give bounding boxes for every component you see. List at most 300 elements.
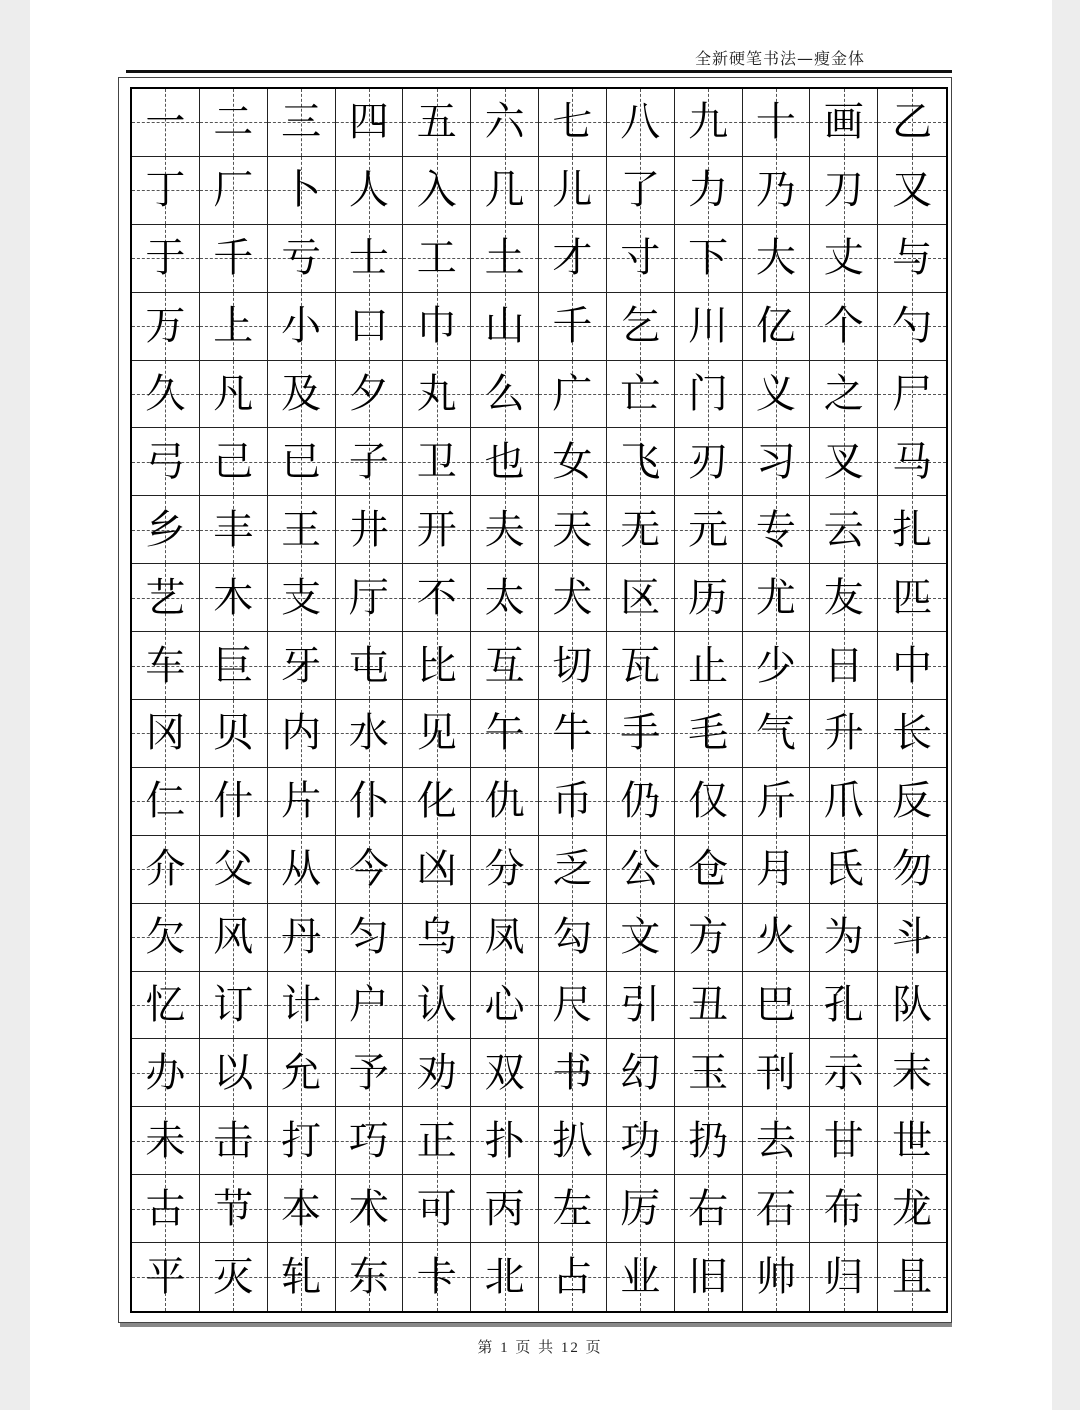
character-glyph: 计	[281, 981, 322, 1028]
grid-cell	[539, 632, 607, 700]
character-glyph: 凤	[484, 914, 525, 961]
grid-cell	[471, 768, 539, 836]
grid-cell	[810, 632, 878, 700]
character-glyph: 轧	[281, 1254, 322, 1301]
character-glyph: 止	[688, 642, 729, 689]
grid-cell	[132, 225, 200, 293]
grid-cell	[132, 1243, 200, 1311]
grid-cell	[403, 428, 471, 496]
grid-cell	[607, 496, 675, 564]
grid-cell	[403, 904, 471, 972]
character-glyph: 井	[348, 506, 389, 553]
grid-cell	[336, 428, 404, 496]
character-glyph: 车	[145, 642, 186, 689]
character-glyph: 月	[755, 846, 796, 893]
grid-cell	[675, 904, 743, 972]
grid-cell	[403, 1175, 471, 1243]
character-glyph: 中	[892, 642, 933, 689]
grid-cell	[810, 428, 878, 496]
grid-cell	[675, 632, 743, 700]
character-glyph: 扎	[892, 506, 933, 553]
grid-cell	[336, 1107, 404, 1175]
grid-cell	[200, 89, 268, 157]
character-glyph: 几	[484, 167, 525, 214]
grid-cell	[268, 836, 336, 904]
character-glyph: 川	[688, 303, 729, 350]
grid-cell	[607, 1243, 675, 1311]
grid-cell	[268, 496, 336, 564]
character-glyph: 布	[823, 1185, 864, 1232]
character-glyph: 队	[892, 981, 933, 1028]
character-glyph: 氏	[823, 846, 864, 893]
grid-cell	[607, 157, 675, 225]
grid-cell	[878, 361, 946, 429]
character-glyph: 尸	[892, 370, 933, 417]
grid-cell	[607, 293, 675, 361]
grid-cell	[675, 564, 743, 632]
grid-cell	[471, 700, 539, 768]
grid-cell	[539, 972, 607, 1040]
character-glyph: 叉	[823, 438, 864, 485]
character-glyph: 手	[620, 710, 661, 757]
grid-cell	[539, 89, 607, 157]
character-glyph: 卡	[416, 1254, 457, 1301]
grid-cell	[471, 632, 539, 700]
character-glyph: 介	[145, 846, 186, 893]
grid-cell	[200, 972, 268, 1040]
grid-cell	[878, 293, 946, 361]
grid-cell	[200, 428, 268, 496]
character-glyph: 亡	[620, 370, 661, 417]
character-glyph: 比	[416, 642, 457, 689]
grid-cell	[743, 768, 811, 836]
page-number: 第 1 页 共 12 页	[477, 1340, 603, 1356]
grid-cell	[132, 700, 200, 768]
character-glyph: 尤	[755, 574, 796, 621]
character-glyph: 办	[145, 1049, 186, 1096]
grid-cell	[200, 632, 268, 700]
character-glyph: 刊	[755, 1049, 796, 1096]
grid-cell	[132, 836, 200, 904]
grid-cell	[743, 1107, 811, 1175]
grid-cell	[336, 157, 404, 225]
character-glyph: 今	[348, 846, 389, 893]
grid-cell	[539, 700, 607, 768]
character-glyph: 马	[892, 438, 933, 485]
character-glyph: 二	[213, 99, 254, 146]
character-glyph: 夕	[348, 370, 389, 417]
header-rule	[126, 70, 952, 73]
grid-cell	[743, 361, 811, 429]
character-glyph: 犬	[552, 574, 593, 621]
grid-cell	[675, 89, 743, 157]
grid-cell	[607, 836, 675, 904]
character-glyph: 乏	[552, 846, 593, 893]
grid-cell	[810, 1039, 878, 1107]
character-glyph: 也	[484, 438, 525, 485]
character-glyph: 友	[823, 574, 864, 621]
grid-cell	[336, 1175, 404, 1243]
grid-cell	[607, 361, 675, 429]
grid-cell	[539, 1175, 607, 1243]
character-glyph: 斤	[755, 778, 796, 825]
character-glyph: 见	[416, 710, 457, 757]
grid-cell	[810, 972, 878, 1040]
grid-cell	[471, 1175, 539, 1243]
character-glyph: 巨	[213, 642, 254, 689]
grid-cell	[743, 700, 811, 768]
grid-cell	[810, 361, 878, 429]
grid-cell	[132, 1175, 200, 1243]
grid-cell	[878, 89, 946, 157]
character-glyph: 击	[213, 1117, 254, 1164]
grid-cell	[200, 1039, 268, 1107]
character-glyph: 功	[620, 1117, 661, 1164]
grid-cell	[878, 496, 946, 564]
character-glyph: 刀	[823, 167, 864, 214]
character-glyph: 厂	[213, 167, 254, 214]
grid-cell	[878, 1039, 946, 1107]
character-glyph: 可	[416, 1185, 457, 1232]
character-glyph: 太	[484, 574, 525, 621]
grid-cell	[268, 1039, 336, 1107]
grid-cell	[743, 89, 811, 157]
character-glyph: 飞	[620, 438, 661, 485]
character-glyph: 习	[755, 438, 796, 485]
grid-cell	[675, 361, 743, 429]
character-glyph: 勾	[552, 914, 593, 961]
grid-cell	[200, 564, 268, 632]
character-glyph: 么	[484, 370, 525, 417]
grid-cell	[810, 904, 878, 972]
character-glyph: 右	[688, 1185, 729, 1232]
character-glyph: 又	[892, 167, 933, 214]
grid-cell	[743, 564, 811, 632]
character-glyph: 业	[620, 1254, 661, 1301]
character-glyph: 内	[281, 710, 322, 757]
grid-cell	[336, 293, 404, 361]
character-glyph: 文	[620, 914, 661, 961]
character-glyph: 互	[484, 642, 525, 689]
character-glyph: 厅	[348, 574, 389, 621]
grid-cell	[810, 293, 878, 361]
grid-cell	[200, 361, 268, 429]
character-glyph: 爪	[823, 778, 864, 825]
character-glyph: 勿	[892, 846, 933, 893]
character-glyph: 夫	[484, 506, 525, 553]
character-glyph: 木	[213, 574, 254, 621]
grid-cell	[471, 836, 539, 904]
character-glyph: 且	[892, 1254, 933, 1301]
grid-cell	[268, 768, 336, 836]
grid-cell	[403, 564, 471, 632]
grid-cell	[268, 157, 336, 225]
character-glyph: 巴	[755, 981, 796, 1028]
character-glyph: 力	[688, 167, 729, 214]
character-glyph: 冈	[145, 710, 186, 757]
grid-cell	[403, 836, 471, 904]
grid-cell	[403, 1243, 471, 1311]
character-glyph: 扔	[688, 1117, 729, 1164]
grid-cell	[675, 768, 743, 836]
character-glyph: 凶	[416, 846, 457, 893]
character-glyph: 心	[484, 981, 525, 1028]
grid-cell	[743, 1039, 811, 1107]
character-glyph: 以	[213, 1049, 254, 1096]
character-glyph: 了	[620, 167, 661, 214]
character-glyph: 乞	[620, 303, 661, 350]
grid-cell	[268, 700, 336, 768]
character-glyph: 旧	[688, 1254, 729, 1301]
grid-cell	[878, 428, 946, 496]
grid-cell	[607, 225, 675, 293]
character-glyph: 大	[755, 235, 796, 282]
character-glyph: 忆	[145, 981, 186, 1028]
grid-cell	[810, 700, 878, 768]
grid-cell	[743, 904, 811, 972]
character-glyph: 天	[552, 506, 593, 553]
character-glyph: 凡	[213, 370, 254, 417]
character-glyph: 瓦	[620, 642, 661, 689]
grid-cell	[268, 293, 336, 361]
character-glyph: 十	[755, 99, 796, 146]
grid-cell	[403, 1039, 471, 1107]
grid-cell	[607, 89, 675, 157]
grid-cell	[743, 1243, 811, 1311]
grid-cell	[607, 904, 675, 972]
frame-shadow	[120, 1323, 952, 1327]
character-glyph: 扒	[552, 1117, 593, 1164]
grid-cell	[471, 904, 539, 972]
character-glyph: 子	[348, 438, 389, 485]
grid-cell	[878, 225, 946, 293]
character-glyph: 巾	[416, 303, 457, 350]
grid-cell	[336, 904, 404, 972]
grid-cell	[200, 293, 268, 361]
character-glyph: 巧	[348, 1117, 389, 1164]
character-glyph: 仁	[145, 778, 186, 825]
grid-cell	[878, 904, 946, 972]
grid-cell	[200, 1243, 268, 1311]
grid-cell	[539, 293, 607, 361]
grid-cell	[336, 836, 404, 904]
grid-cell	[675, 836, 743, 904]
grid-cell	[743, 836, 811, 904]
character-glyph: 口	[348, 303, 389, 350]
character-glyph: 厉	[620, 1185, 661, 1232]
grid-cell	[675, 428, 743, 496]
character-glyph: 龙	[892, 1185, 933, 1232]
grid-cell	[675, 293, 743, 361]
grid-cell	[607, 428, 675, 496]
grid-cell	[132, 972, 200, 1040]
character-glyph: 切	[552, 642, 593, 689]
grid-cell	[471, 1039, 539, 1107]
character-glyph: 古	[145, 1185, 186, 1232]
character-glyph: 久	[145, 370, 186, 417]
character-glyph: 幻	[620, 1049, 661, 1096]
character-glyph: 午	[484, 710, 525, 757]
grid-cell	[810, 157, 878, 225]
character-glyph: 双	[484, 1049, 525, 1096]
character-glyph: 书	[552, 1049, 593, 1096]
grid-cell	[878, 1107, 946, 1175]
grid-cell	[268, 564, 336, 632]
character-glyph: 允	[281, 1049, 322, 1096]
character-glyph: 东	[348, 1254, 389, 1301]
grid-cell	[403, 768, 471, 836]
character-glyph: 贝	[213, 710, 254, 757]
character-glyph: 与	[892, 235, 933, 282]
grid-cell	[607, 972, 675, 1040]
character-glyph: 仓	[688, 846, 729, 893]
grid-cell	[539, 836, 607, 904]
character-glyph: 末	[892, 1049, 933, 1096]
grid-cell	[743, 293, 811, 361]
grid-cell	[268, 225, 336, 293]
character-glyph: 玉	[688, 1049, 729, 1096]
character-glyph: 丰	[213, 506, 254, 553]
grid-cell	[268, 632, 336, 700]
grid-cell	[336, 1039, 404, 1107]
character-glyph: 上	[213, 303, 254, 350]
grid-cell	[810, 836, 878, 904]
grid-cell	[200, 225, 268, 293]
character-glyph: 认	[416, 981, 457, 1028]
character-glyph: 尺	[552, 981, 593, 1028]
character-glyph: 灭	[213, 1254, 254, 1301]
character-glyph: 未	[145, 1117, 186, 1164]
character-glyph: 打	[281, 1117, 322, 1164]
character-glyph: 世	[892, 1117, 933, 1164]
character-glyph: 四	[348, 99, 389, 146]
character-glyph: 毛	[688, 710, 729, 757]
grid-cell	[607, 700, 675, 768]
character-glyph: 父	[213, 846, 254, 893]
grid-cell	[403, 496, 471, 564]
character-glyph: 刃	[688, 438, 729, 485]
character-glyph: 历	[688, 574, 729, 621]
character-glyph: 仆	[348, 778, 389, 825]
grid-cell	[403, 632, 471, 700]
character-glyph: 反	[892, 778, 933, 825]
grid-cell	[132, 564, 200, 632]
character-glyph: 五	[416, 99, 457, 146]
character-glyph: 义	[755, 370, 796, 417]
character-glyph: 户	[348, 981, 389, 1028]
character-glyph: 区	[620, 574, 661, 621]
grid-cell	[878, 632, 946, 700]
grid-cell	[336, 632, 404, 700]
character-glyph: 支	[281, 574, 322, 621]
character-glyph: 个	[823, 303, 864, 350]
grid-cell	[607, 768, 675, 836]
grid-cell	[471, 972, 539, 1040]
grid-cell	[539, 1107, 607, 1175]
character-glyph: 之	[823, 370, 864, 417]
character-glyph: 牙	[281, 642, 322, 689]
grid-cell	[675, 496, 743, 564]
grid-cell	[336, 564, 404, 632]
grid-cell	[403, 225, 471, 293]
character-glyph: 丑	[688, 981, 729, 1028]
grid-cell	[743, 632, 811, 700]
grid-cell	[403, 89, 471, 157]
character-glyph: 勺	[892, 303, 933, 350]
grid-cell	[539, 904, 607, 972]
character-glyph: 六	[484, 99, 525, 146]
character-glyph: 风	[213, 914, 254, 961]
character-glyph: 画	[823, 99, 864, 146]
character-glyph: 公	[620, 846, 661, 893]
grid-cell	[878, 972, 946, 1040]
character-glyph: 下	[688, 235, 729, 282]
character-glyph: 匹	[892, 574, 933, 621]
character-glyph: 艺	[145, 574, 186, 621]
character-glyph: 不	[416, 574, 457, 621]
grid-cell	[878, 836, 946, 904]
character-glyph: 去	[755, 1117, 796, 1164]
grid-cell	[403, 1107, 471, 1175]
grid-cell	[132, 293, 200, 361]
character-glyph: 卫	[416, 438, 457, 485]
grid-cell	[878, 700, 946, 768]
character-glyph: 示	[823, 1049, 864, 1096]
grid-cell	[268, 972, 336, 1040]
grid-cell	[878, 768, 946, 836]
character-glyph: 归	[823, 1254, 864, 1301]
grid-cell	[336, 496, 404, 564]
grid-cell	[810, 768, 878, 836]
character-glyph: 币	[552, 778, 593, 825]
grid-cell	[132, 904, 200, 972]
grid-cell	[607, 1107, 675, 1175]
grid-cell	[539, 225, 607, 293]
character-glyph: 方	[688, 914, 729, 961]
grid-cell	[200, 904, 268, 972]
character-glyph: 什	[213, 778, 254, 825]
character-glyph: 仍	[620, 778, 661, 825]
character-glyph: 长	[892, 710, 933, 757]
character-glyph: 劝	[416, 1049, 457, 1096]
grid-cell	[675, 972, 743, 1040]
character-glyph: 火	[755, 914, 796, 961]
grid-cell	[336, 700, 404, 768]
character-glyph: 元	[688, 506, 729, 553]
character-glyph: 气	[755, 710, 796, 757]
character-glyph: 孔	[823, 981, 864, 1028]
character-glyph: 一	[145, 99, 186, 146]
character-glyph: 甘	[823, 1117, 864, 1164]
grid-cell	[675, 225, 743, 293]
grid-cell	[471, 1243, 539, 1311]
grid-cell	[675, 1107, 743, 1175]
grid-cell	[132, 89, 200, 157]
grid-cell	[268, 89, 336, 157]
grid-cell	[471, 157, 539, 225]
grid-cell	[268, 1107, 336, 1175]
grid-cell	[539, 1039, 607, 1107]
character-glyph: 欠	[145, 914, 186, 961]
character-glyph: 为	[823, 914, 864, 961]
grid-cell	[743, 157, 811, 225]
grid-cell	[132, 768, 200, 836]
grid-cell	[810, 89, 878, 157]
character-glyph: 乃	[755, 167, 796, 214]
character-glyph: 王	[281, 506, 322, 553]
grid-cell	[810, 1107, 878, 1175]
grid-cell	[810, 225, 878, 293]
